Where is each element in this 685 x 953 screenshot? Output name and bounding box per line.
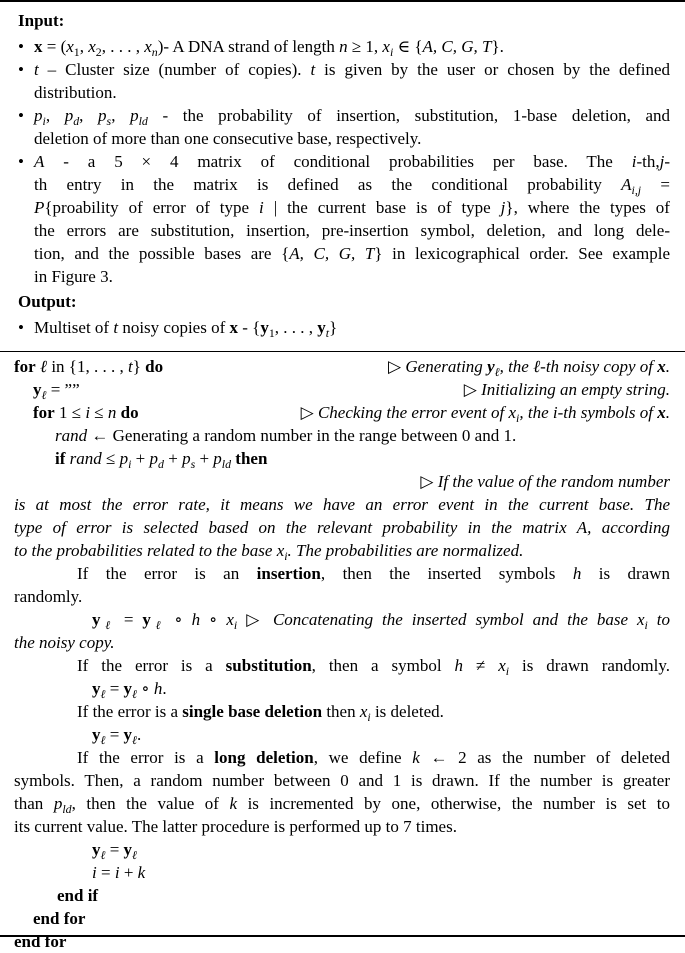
text-segment: d bbox=[158, 457, 164, 471]
bullet-item bbox=[18, 150, 670, 288]
text-segment: i bbox=[259, 198, 264, 217]
text-segment: Concatenating the inserted symbol and the base bbox=[272, 610, 637, 629]
text-segment: in Figure 3. bbox=[34, 267, 113, 286]
code-line bbox=[14, 631, 670, 654]
text-segment: ≤ bbox=[101, 449, 120, 468]
text-segment: rand bbox=[55, 426, 88, 445]
text-segment: symbols. Then, a random number between 0 and 1 is drawn. If the number is greater bbox=[14, 771, 670, 790]
text-segment: s bbox=[190, 457, 196, 471]
text-segment: Input: bbox=[18, 11, 65, 30]
text-segment: x bbox=[276, 541, 285, 560]
text-segment: x bbox=[508, 403, 517, 422]
text-segment: deletion of more than one consecutive base, respectively. bbox=[34, 129, 422, 148]
text-line bbox=[34, 173, 670, 196]
text-line bbox=[34, 150, 670, 173]
text-segment: Checking the error event of bbox=[317, 403, 509, 422]
code-line bbox=[55, 447, 670, 470]
text-segment: , the i-th symbols of bbox=[519, 403, 658, 422]
text-segment: 1 bbox=[73, 45, 80, 59]
text-segment: randomly. bbox=[14, 587, 83, 606]
code-line bbox=[14, 355, 670, 378]
text-segment: ℓ bbox=[41, 388, 47, 402]
text-segment: t bbox=[127, 357, 133, 376]
text-segment: , . . . , bbox=[274, 318, 318, 337]
text-segment: = bbox=[105, 840, 124, 859]
bullet-marker: • bbox=[18, 60, 24, 79]
text-line bbox=[34, 219, 670, 242]
text-segment: j bbox=[500, 198, 506, 217]
text-segment: . bbox=[665, 357, 670, 376]
text-segment: ≥ 1, bbox=[347, 37, 383, 56]
text-segment: If the error is a bbox=[77, 748, 215, 767]
text-segment: ∘ bbox=[200, 610, 227, 629]
text-segment: i bbox=[389, 45, 394, 59]
text-segment: ▷ bbox=[388, 357, 406, 376]
text-segment: . bbox=[162, 679, 167, 698]
code-line bbox=[14, 654, 670, 677]
text-segment: p bbox=[119, 449, 129, 468]
text-segment: h bbox=[572, 564, 582, 583]
code-statement bbox=[33, 378, 80, 401]
text-segment: A bbox=[34, 152, 45, 171]
text-segment: d bbox=[73, 114, 80, 128]
text-segment: ld bbox=[138, 114, 148, 128]
code-line bbox=[14, 815, 670, 838]
text-segment: for bbox=[14, 357, 36, 376]
code-comment bbox=[388, 355, 670, 378]
text-segment: -th, bbox=[636, 152, 660, 171]
text-segment: + bbox=[195, 449, 214, 468]
text-segment: x bbox=[88, 37, 96, 56]
text-segment: y bbox=[123, 725, 133, 744]
text-segment: then bbox=[235, 449, 268, 468]
text-segment: h bbox=[153, 679, 163, 698]
text-segment: . bbox=[137, 725, 142, 744]
text-segment: if bbox=[55, 449, 66, 468]
text-line bbox=[34, 58, 670, 81]
code-line bbox=[55, 424, 670, 447]
text-segment: do bbox=[145, 357, 164, 376]
text-segment: 2 bbox=[95, 45, 102, 59]
text-segment: } bbox=[329, 318, 338, 337]
input-output-section bbox=[0, 2, 685, 351]
code-line bbox=[14, 677, 670, 700]
bullet-marker: • bbox=[18, 106, 24, 125]
text-segment: the noisy copy. bbox=[14, 633, 115, 652]
text-segment: , then the value of bbox=[71, 794, 230, 813]
text-segment: , then the inserted symbols bbox=[320, 564, 573, 583]
text-segment: ld bbox=[62, 802, 72, 816]
text-segment: long deletion bbox=[214, 748, 314, 767]
text-segment: x bbox=[657, 357, 666, 376]
text-segment: i bbox=[631, 152, 637, 171]
text-segment: x bbox=[382, 37, 390, 56]
code-statement bbox=[33, 401, 139, 424]
text-segment: , then a symbol bbox=[311, 656, 455, 675]
text-segment: n bbox=[107, 403, 117, 422]
text-segment: i bbox=[233, 618, 238, 632]
text-segment: , bbox=[79, 106, 99, 125]
text-segment: p bbox=[130, 106, 139, 125]
text-segment: ld bbox=[221, 457, 232, 471]
text-segment: ℓ bbox=[150, 618, 166, 632]
text-segment: x bbox=[66, 37, 74, 56]
text-segment: its current value. The latter procedure is performed up to 7 times. bbox=[14, 817, 457, 836]
text-segment: ▷ bbox=[420, 472, 438, 491]
text-segment: i bbox=[85, 403, 91, 422]
text-segment: }. bbox=[491, 37, 504, 56]
code-comment bbox=[464, 378, 670, 401]
text-segment: Initializing an empty string. bbox=[481, 380, 670, 399]
text-segment: , according bbox=[587, 518, 670, 537]
text-segment: = bbox=[641, 175, 670, 194]
text-segment: t bbox=[325, 326, 330, 340]
text-segment: - the probability of insertion, substitution, 1-base deletion, and bbox=[147, 106, 671, 125]
text-segment: If the value of the random number bbox=[437, 472, 670, 491]
text-segment: i bbox=[367, 710, 371, 724]
text-segment: x bbox=[657, 403, 666, 422]
text-segment: Multiset of bbox=[34, 318, 114, 337]
text-segment: Output: bbox=[18, 292, 77, 311]
section-heading bbox=[18, 9, 670, 32]
text-segment: k bbox=[137, 863, 146, 882]
text-segment: A, C, G, T bbox=[289, 244, 375, 263]
text-segment: then bbox=[322, 702, 360, 721]
text-segment: A, C, G, T bbox=[422, 37, 492, 56]
text-segment: t bbox=[34, 60, 39, 79]
text-segment: p bbox=[213, 449, 222, 468]
text-segment: y bbox=[487, 357, 495, 376]
text-segment: = ( bbox=[42, 37, 67, 56]
text-segment: th entry in the matrix is defined as the conditional probability bbox=[34, 175, 622, 194]
text-segment: x bbox=[498, 656, 506, 675]
text-segment: ← 2 as the number of deleted bbox=[419, 748, 670, 767]
text-segment: end if bbox=[57, 886, 99, 905]
bullet-marker: • bbox=[18, 152, 24, 171]
code-line bbox=[14, 723, 670, 746]
text-segment: to bbox=[647, 610, 671, 629]
text-segment: 1 bbox=[268, 326, 275, 340]
text-segment: is deleted. bbox=[370, 702, 444, 721]
text-segment: i bbox=[644, 618, 648, 632]
code-statement bbox=[14, 355, 163, 378]
text-segment: } in lexicographical order. See example bbox=[374, 244, 670, 263]
text-segment: i bbox=[284, 549, 288, 563]
text-segment: 1 ≤ bbox=[54, 403, 86, 422]
text-segment: is drawn bbox=[581, 564, 670, 583]
bullet-item bbox=[18, 58, 670, 104]
text-segment: p bbox=[34, 106, 43, 125]
code-line bbox=[14, 700, 670, 723]
text-segment: k bbox=[412, 748, 420, 767]
code-line bbox=[14, 861, 670, 884]
pseudocode-section bbox=[0, 352, 685, 953]
text-segment: n bbox=[339, 37, 348, 56]
text-segment: y bbox=[317, 318, 326, 337]
text-segment: , bbox=[79, 37, 89, 56]
text-segment: y bbox=[92, 610, 101, 629]
text-segment: , the ℓ-th noisy copy of bbox=[499, 357, 658, 376]
text-segment: ≤ bbox=[90, 403, 108, 422]
text-segment: ∈ { bbox=[393, 37, 423, 56]
text-segment: + bbox=[163, 449, 183, 468]
text-segment: , bbox=[111, 106, 131, 125]
text-segment: y bbox=[92, 725, 101, 744]
text-segment: ℓ bbox=[39, 357, 48, 376]
text-segment: y bbox=[142, 610, 151, 629]
text-segment: = bbox=[96, 863, 115, 882]
text-segment: x bbox=[229, 318, 239, 337]
text-segment: k bbox=[229, 794, 238, 813]
text-segment: {proability of error of type bbox=[44, 198, 260, 217]
text-segment: = bbox=[105, 679, 124, 698]
code-comment bbox=[301, 401, 670, 424]
text-segment: i bbox=[114, 863, 120, 882]
text-segment: is at most the error rate, it means we have an error event in the current base. The bbox=[14, 495, 670, 514]
text-segment: t bbox=[310, 60, 316, 79]
text-segment: P bbox=[34, 198, 45, 217]
code-line bbox=[14, 585, 670, 608]
text-segment: - bbox=[664, 152, 670, 171]
text-segment: x bbox=[359, 702, 368, 721]
text-segment: is incremented by one, otherwise, the number is set to bbox=[237, 794, 671, 813]
text-segment: p bbox=[182, 449, 191, 468]
text-segment: i bbox=[128, 457, 132, 471]
text-segment: y bbox=[33, 380, 42, 399]
code-line bbox=[14, 539, 670, 562]
text-segment: x bbox=[226, 610, 234, 629]
text-segment: . bbox=[665, 403, 670, 422]
text-line bbox=[34, 242, 670, 265]
text-segment: , we define bbox=[313, 748, 413, 767]
text-segment: i bbox=[505, 664, 510, 678]
text-segment: A bbox=[621, 175, 632, 194]
text-segment: Generating bbox=[405, 357, 488, 376]
text-segment: ∘ bbox=[165, 610, 192, 629]
text-segment: x bbox=[34, 37, 43, 56]
text-segment: If the error is a bbox=[77, 656, 226, 675]
code-line bbox=[14, 493, 670, 516]
text-segment: do bbox=[120, 403, 139, 422]
text-segment: insertion bbox=[256, 564, 321, 583]
text-segment: ℓ bbox=[100, 687, 106, 701]
bullet-marker: • bbox=[18, 37, 24, 56]
text-segment: }, where the types of bbox=[505, 198, 670, 217]
text-segment: t bbox=[113, 318, 119, 337]
text-segment: the errors are substitution, insertion, pre-insertion symbol, deletion, and long dele- bbox=[34, 221, 670, 240]
text-segment: } bbox=[132, 357, 146, 376]
text-segment: p bbox=[53, 794, 63, 813]
text-segment: x bbox=[636, 610, 645, 629]
code-line bbox=[33, 378, 670, 401]
text-line bbox=[34, 196, 670, 219]
code-line bbox=[14, 608, 670, 631]
text-segment: ℓ bbox=[100, 848, 106, 862]
text-segment: rand bbox=[69, 449, 102, 468]
text-segment: , bbox=[45, 106, 65, 125]
code-line bbox=[14, 792, 670, 815]
section-heading bbox=[18, 290, 670, 313]
code-line bbox=[14, 769, 670, 792]
text-segment: i bbox=[42, 114, 46, 128]
bullet-item bbox=[18, 316, 670, 339]
text-segment: p bbox=[149, 449, 159, 468]
text-segment: substitution bbox=[225, 656, 312, 675]
text-segment: j bbox=[659, 152, 665, 171]
text-segment: ▷ bbox=[300, 403, 318, 422]
text-segment: than bbox=[14, 794, 54, 813]
text-segment: A bbox=[576, 518, 588, 537]
text-segment: ← Generating a random number in the range between 0 and 1. bbox=[87, 426, 517, 445]
text-segment: in {1, . . . , bbox=[47, 357, 128, 376]
text-segment: y bbox=[123, 840, 133, 859]
text-segment: y bbox=[123, 679, 133, 698]
text-segment: y bbox=[92, 840, 101, 859]
text-segment: ℓ bbox=[100, 733, 106, 747]
text-segment: is given by the user or chosen by the defined bbox=[315, 60, 671, 79]
text-segment: to the probabilities related to the base bbox=[14, 541, 277, 560]
text-segment: | the current base is of type bbox=[263, 198, 501, 217]
text-segment: ℓ bbox=[132, 733, 137, 747]
text-segment: If the error is an bbox=[77, 564, 257, 583]
text-segment: type of error is selected based on the relevant probability in the matrix bbox=[14, 518, 577, 537]
text-segment: end for bbox=[33, 909, 86, 928]
text-segment: ℓ bbox=[132, 848, 137, 862]
text-segment: i bbox=[92, 863, 97, 882]
text-segment: , . . . , bbox=[101, 37, 145, 56]
code-line bbox=[14, 746, 670, 769]
text-segment: is drawn randomly. bbox=[509, 656, 670, 675]
text-segment: - a 5 × 4 matrix of conditional probabilities per base. The bbox=[44, 152, 632, 171]
text-segment: tion, and the possible bases are { bbox=[34, 244, 290, 263]
code-comment bbox=[14, 470, 670, 493]
text-segment: = bbox=[105, 725, 124, 744]
code-line bbox=[57, 884, 670, 907]
text-line bbox=[34, 265, 670, 288]
text-segment: h bbox=[191, 610, 201, 629]
text-segment: ℓ bbox=[132, 687, 137, 701]
text-segment: noisy copies of bbox=[118, 318, 230, 337]
text-segment: n bbox=[151, 45, 158, 59]
text-segment: h bbox=[454, 656, 464, 675]
text-segment: = ”” bbox=[46, 380, 80, 399]
text-segment: ▷ bbox=[463, 380, 482, 399]
text-segment: + bbox=[131, 449, 150, 468]
text-segment: distribution. bbox=[34, 83, 117, 102]
bullet-item bbox=[18, 35, 670, 58]
text-segment: for bbox=[33, 403, 55, 422]
text-segment: p bbox=[64, 106, 74, 125]
text-line bbox=[34, 35, 670, 58]
text-segment: i bbox=[516, 411, 520, 425]
text-segment: – Cluster size (number of copies). bbox=[38, 60, 311, 79]
text-segment: end for bbox=[14, 932, 67, 951]
text-segment: s bbox=[106, 114, 112, 128]
text-segment: ∘ bbox=[137, 679, 154, 698]
text-segment: - { bbox=[238, 318, 261, 337]
code-line bbox=[33, 907, 670, 930]
text-segment: )- A DNA strand of length bbox=[157, 37, 340, 56]
text-segment: . The probabilities are normalized. bbox=[287, 541, 524, 560]
text-segment: = bbox=[114, 610, 143, 629]
text-line bbox=[34, 81, 670, 104]
text-segment: ▷ bbox=[237, 610, 273, 629]
text-line bbox=[34, 127, 670, 150]
text-segment: If the error is a bbox=[77, 702, 183, 721]
code-line bbox=[33, 401, 670, 424]
code-line bbox=[14, 930, 670, 953]
text-segment: + bbox=[119, 863, 138, 882]
text-segment: y bbox=[92, 679, 101, 698]
code-line bbox=[14, 562, 670, 585]
text-segment: ℓ bbox=[494, 365, 500, 379]
text-segment: y bbox=[260, 318, 269, 337]
text-segment: x bbox=[144, 37, 152, 56]
text-line bbox=[34, 104, 670, 127]
bullet-marker: • bbox=[18, 318, 24, 337]
text-segment: ≠ bbox=[463, 656, 499, 675]
code-line bbox=[14, 516, 670, 539]
text-segment: p bbox=[98, 106, 107, 125]
text-segment: i,j bbox=[631, 183, 642, 197]
code-line bbox=[14, 838, 670, 861]
bullet-item bbox=[18, 104, 670, 150]
text-line bbox=[34, 316, 670, 339]
text-segment: single base deletion bbox=[182, 702, 323, 721]
text-segment: ℓ bbox=[100, 618, 115, 632]
